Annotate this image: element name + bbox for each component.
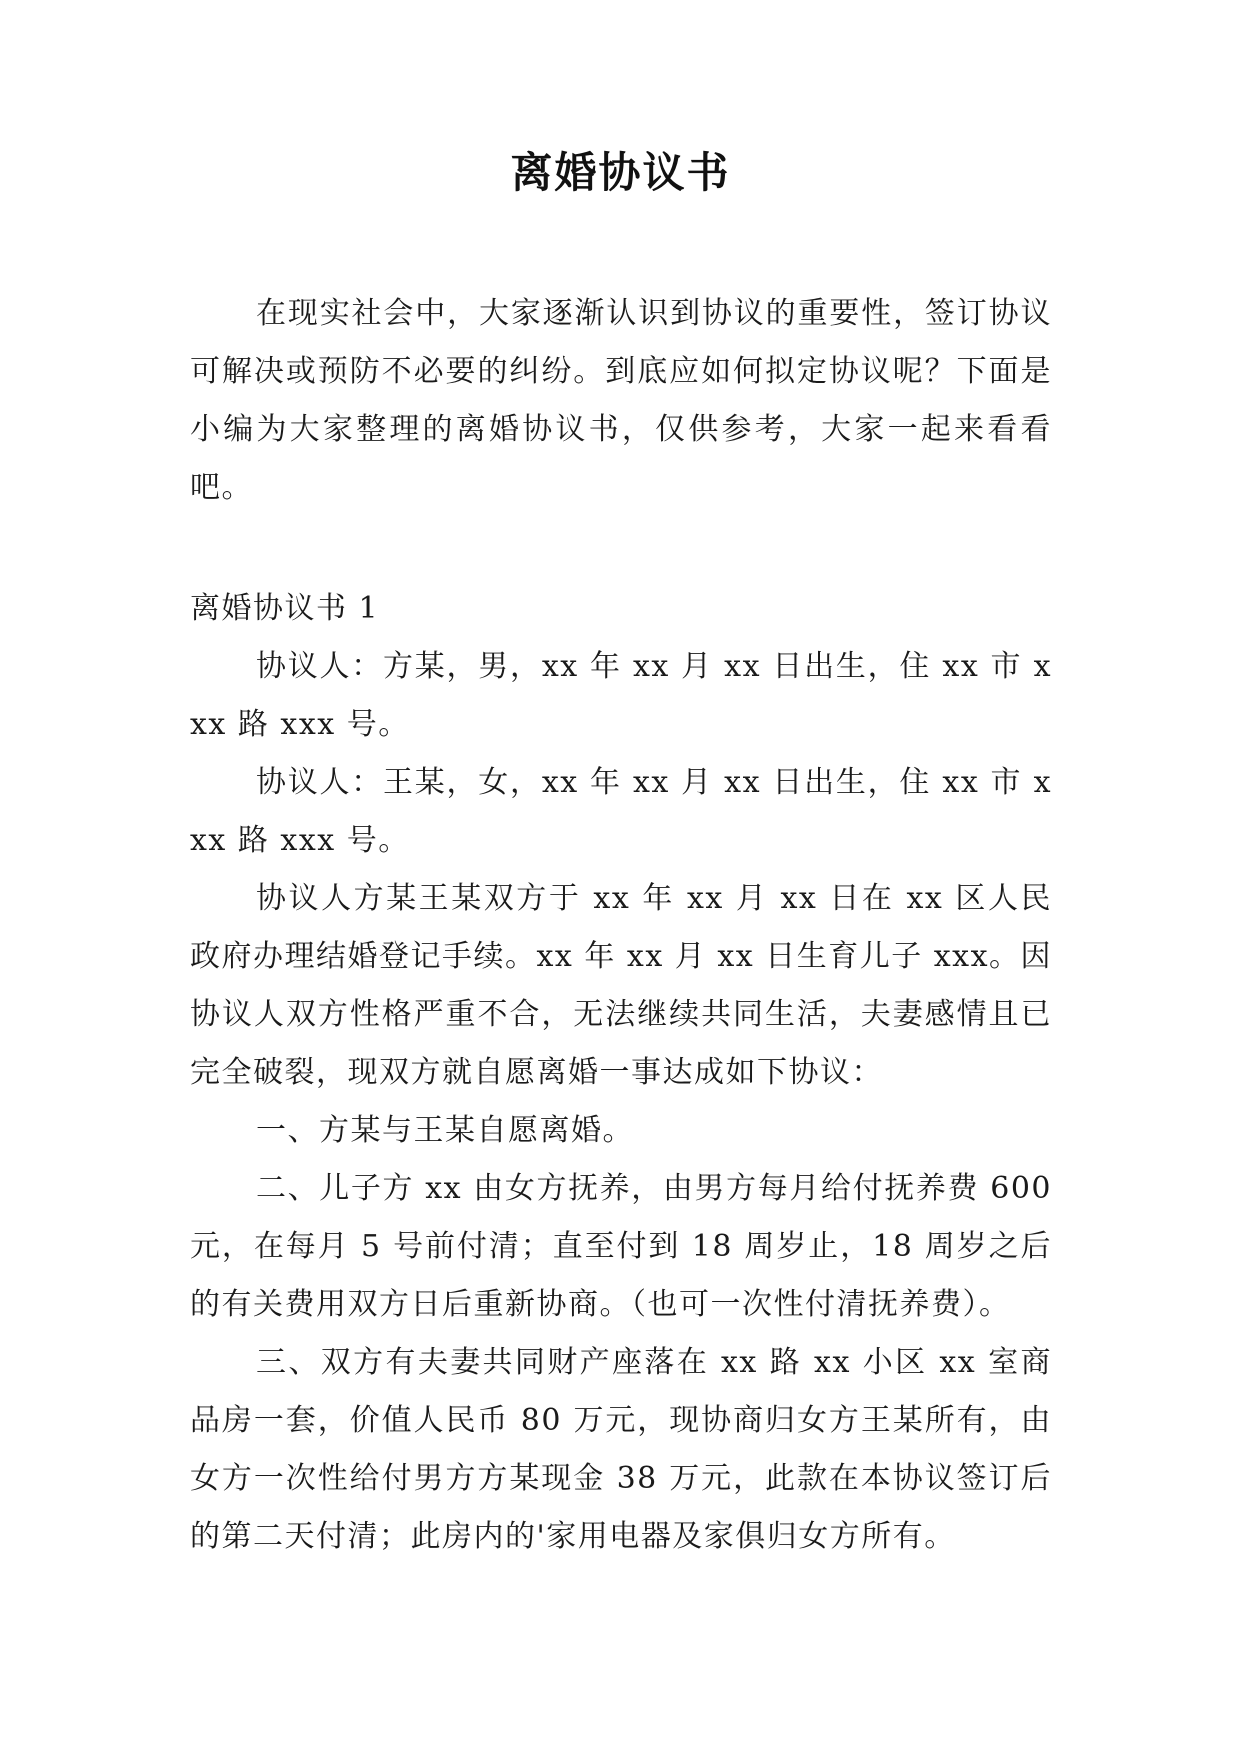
marriage-background-paragraph: 协议人方某王某双方于 xx 年 xx 月 xx 日在 xx 区人民政府办理结婚登记手续。xx 年 xx 月 xx 日生育儿子 xxx。因协议人双方性格严重不合，无法继续共同生活，夫妻感情且已完全破裂，现双方就自愿离婚一事达成如下协议： <box>190 881 1052 1090</box>
section-heading: 离婚协议书 1 <box>190 591 380 626</box>
clause-1-paragraph: 一、方某与王某自愿离婚。 <box>256 1113 634 1148</box>
intro-block <box>190 285 1052 517</box>
agreement-section <box>190 580 1052 1566</box>
intro-paragraph: 在现实社会中，大家逐渐认识到协议的重要性，签订协议可解决或预防不必要的纠纷。到底应如何拟定协议呢？下面是小编为大家整理的离婚协议书，仅供参考，大家一起来看看吧。 <box>190 296 1052 505</box>
clause-3-paragraph: 三、双方有夫妻共同财产座落在 xx 路 xx 小区 xx 室商品房一套，价值人民币 80 万元，现协商归女方王某所有，由女方一次性给付男方方某现金 38 万元，此款在本协议签订后的第二天付清；此房内的'家用电器及家俱归女方所有。 <box>190 1345 1052 1554</box>
document-title: 离婚协议书 <box>510 148 731 197</box>
party-1-paragraph: 协议人：方某，男，xx 年 xx 月 xx 日出生，住 xx 市 xxx 路 xxx 号。 <box>190 649 1052 742</box>
party-2-paragraph: 协议人：王某，女，xx 年 xx 月 xx 日出生，住 xx 市 xxx 路 xxx 号。 <box>190 765 1052 858</box>
clause-2-paragraph: 二、儿子方 xx 由女方抚养，由男方每月给付抚养费 600 元，在每月 5 号前付清；直至付到 18 周岁止，18 周岁之后的有关费用双方日后重新协商。（也可一次性付清抚养费）。 <box>190 1171 1052 1322</box>
